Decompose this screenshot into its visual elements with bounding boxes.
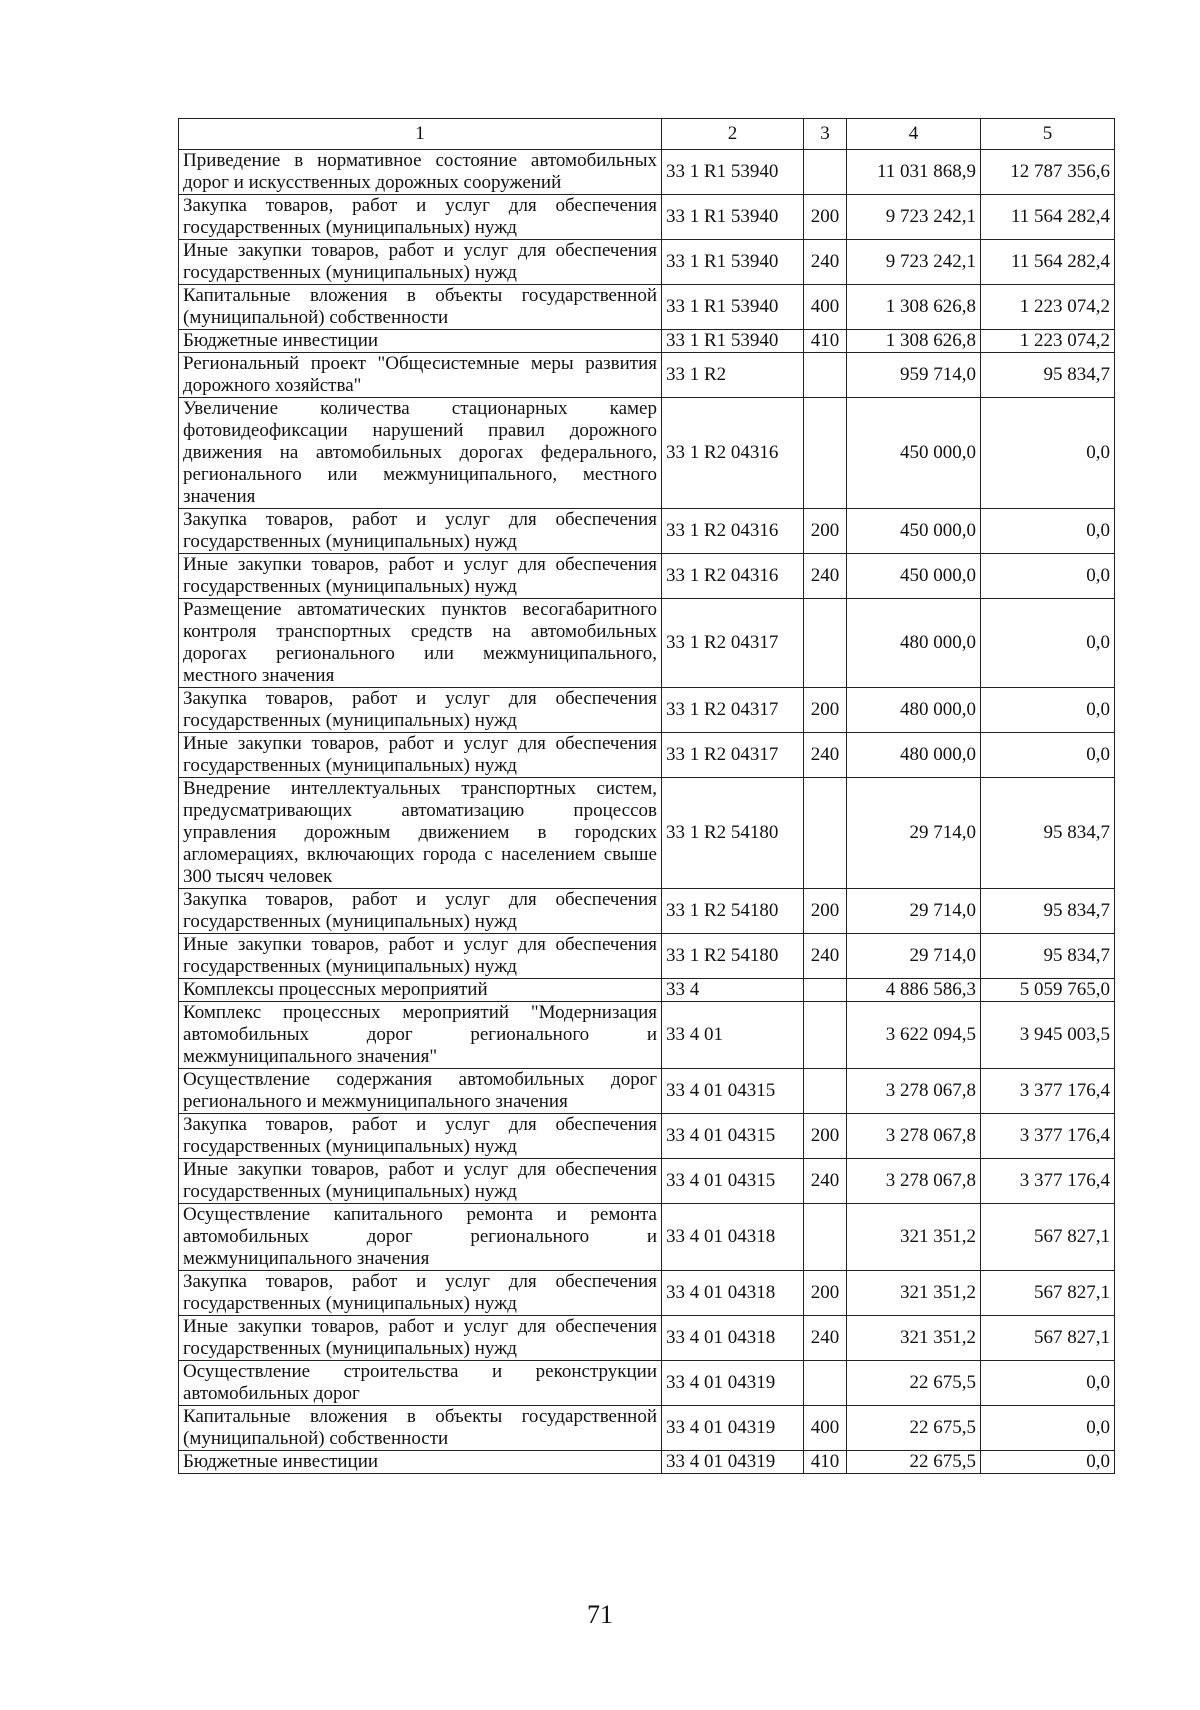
cell-amount-col5: 0,0 [981,688,1115,733]
cell-expense-type [804,398,847,509]
cell-amount-col5: 0,0 [981,398,1115,509]
cell-code: 33 4 01 04315 [662,1159,804,1204]
table-row [179,1002,1115,1069]
cell-name: Иные закупки товаров, работ и услуг для обеспечения государственных (муниципальных) нужд [179,240,662,285]
cell-amount-col4: 22 675,5 [847,1451,981,1474]
cell-amount-col5: 0,0 [981,1406,1115,1451]
cell-code: 33 1 R2 54180 [662,778,804,889]
cell-amount-col5: 3 377 176,4 [981,1069,1115,1114]
cell-expense-type: 400 [804,285,847,330]
table-row [179,934,1115,979]
cell-code: 33 1 R2 04317 [662,688,804,733]
cell-amount-col4: 11 031 868,9 [847,150,981,195]
cell-amount-col5: 1 223 074,2 [981,285,1115,330]
cell-amount-col4: 9 723 242,1 [847,195,981,240]
cell-expense-type: 200 [804,1114,847,1159]
cell-name: Иные закупки товаров, работ и услуг для обеспечения государственных (муниципальных) нужд [179,554,662,599]
cell-expense-type [804,1204,847,1271]
cell-code: 33 4 [662,979,804,1002]
cell-name: Комплексы процессных мероприятий [179,979,662,1002]
cell-name: Закупка товаров, работ и услуг для обеспечения государственных (муниципальных) нужд [179,1114,662,1159]
header-row [179,119,1115,150]
cell-code: 33 4 01 [662,1002,804,1069]
cell-amount-col4: 1 308 626,8 [847,285,981,330]
cell-name: Закупка товаров, работ и услуг для обеспечения государственных (муниципальных) нужд [179,509,662,554]
cell-amount-col5: 567 827,1 [981,1271,1115,1316]
cell-code: 33 1 R1 53940 [662,240,804,285]
cell-name: Осуществление капитального ремонта и ремонта автомобильных дорог регионального и межмуниципального значения [179,1204,662,1271]
cell-name: Иные закупки товаров, работ и услуг для обеспечения государственных (муниципальных) нужд [179,1159,662,1204]
cell-name: Закупка товаров, работ и услуг для обеспечения государственных (муниципальных) нужд [179,195,662,240]
cell-amount-col5: 567 827,1 [981,1316,1115,1361]
cell-code: 33 4 01 04318 [662,1316,804,1361]
cell-code: 33 1 R2 54180 [662,889,804,934]
cell-amount-col5: 12 787 356,6 [981,150,1115,195]
cell-code: 33 1 R1 53940 [662,285,804,330]
table-row [179,889,1115,934]
column-header-3: 3 [804,119,847,150]
table-row [179,1114,1115,1159]
cell-amount-col4: 959 714,0 [847,353,981,398]
cell-code: 33 1 R2 04316 [662,554,804,599]
cell-amount-col4: 450 000,0 [847,509,981,554]
cell-amount-col5: 0,0 [981,1451,1115,1474]
table-row [179,733,1115,778]
page-number: 71 [587,1600,613,1629]
cell-amount-col4: 480 000,0 [847,733,981,778]
cell-name: Внедрение интеллектуальных транспортных систем, предусматривающих автоматизацию процессов управления дорожным движением в городских агломерациях, включающих города с населением свыше 300 тысяч человек [179,778,662,889]
table-row [179,1406,1115,1451]
table-row [179,554,1115,599]
cell-expense-type: 240 [804,240,847,285]
cell-amount-col4: 9 723 242,1 [847,240,981,285]
cell-amount-col5: 11 564 282,4 [981,195,1115,240]
cell-expense-type: 200 [804,1271,847,1316]
cell-name: Закупка товаров, работ и услуг для обеспечения государственных (муниципальных) нужд [179,889,662,934]
cell-name: Закупка товаров, работ и услуг для обеспечения государственных (муниципальных) нужд [179,1271,662,1316]
cell-expense-type [804,599,847,688]
cell-amount-col5: 95 834,7 [981,889,1115,934]
cell-amount-col5: 0,0 [981,1361,1115,1406]
cell-code: 33 1 R2 54180 [662,934,804,979]
table-row [179,240,1115,285]
cell-amount-col4: 321 351,2 [847,1271,981,1316]
cell-expense-type: 200 [804,889,847,934]
cell-amount-col4: 480 000,0 [847,599,981,688]
cell-name: Бюджетные инвестиции [179,330,662,353]
cell-amount-col5: 567 827,1 [981,1204,1115,1271]
cell-amount-col5: 95 834,7 [981,778,1115,889]
cell-name: Размещение автоматических пунктов весогабаритного контроля транспортных средств на автомобильных дорогах регионального или межмуниципального, местного значения [179,599,662,688]
table-row [179,150,1115,195]
table-row [179,330,1115,353]
cell-amount-col4: 22 675,5 [847,1361,981,1406]
cell-amount-col4: 450 000,0 [847,398,981,509]
table-row [179,1069,1115,1114]
cell-code: 33 4 01 04319 [662,1451,804,1474]
cell-expense-type [804,1002,847,1069]
table-row [179,1159,1115,1204]
cell-amount-col4: 22 675,5 [847,1406,981,1451]
cell-name: Капитальные вложения в объекты государственной (муниципальной) собственности [179,1406,662,1451]
cell-amount-col5: 3 945 003,5 [981,1002,1115,1069]
cell-name: Осуществление строительства и реконструкции автомобильных дорог [179,1361,662,1406]
cell-code: 33 4 01 04315 [662,1114,804,1159]
cell-expense-type [804,1069,847,1114]
cell-expense-type: 200 [804,688,847,733]
table-row [179,353,1115,398]
cell-amount-col4: 1 308 626,8 [847,330,981,353]
cell-amount-col5: 0,0 [981,599,1115,688]
cell-expense-type [804,150,847,195]
cell-name: Приведение в нормативное состояние автомобильных дорог и искусственных дорожных сооружений [179,150,662,195]
cell-amount-col4: 29 714,0 [847,934,981,979]
cell-name: Иные закупки товаров, работ и услуг для обеспечения государственных (муниципальных) нужд [179,1316,662,1361]
cell-amount-col4: 321 351,2 [847,1204,981,1271]
cell-expense-type: 200 [804,195,847,240]
cell-amount-col4: 3 278 067,8 [847,1159,981,1204]
cell-expense-type: 400 [804,1406,847,1451]
cell-code: 33 1 R2 04316 [662,398,804,509]
cell-code: 33 1 R1 53940 [662,330,804,353]
budget-table [178,118,1115,1474]
table-row [179,195,1115,240]
column-header-4: 4 [847,119,981,150]
cell-expense-type: 410 [804,1451,847,1474]
table-row [179,509,1115,554]
cell-amount-col5: 1 223 074,2 [981,330,1115,353]
column-header-1: 1 [179,119,662,150]
table-row [179,1361,1115,1406]
cell-code: 33 4 01 04318 [662,1204,804,1271]
cell-code: 33 1 R1 53940 [662,195,804,240]
cell-code: 33 4 01 04318 [662,1271,804,1316]
cell-amount-col4: 4 886 586,3 [847,979,981,1002]
cell-code: 33 4 01 04315 [662,1069,804,1114]
table-row [179,1204,1115,1271]
cell-amount-col4: 450 000,0 [847,554,981,599]
table-row [179,285,1115,330]
cell-name: Бюджетные инвестиции [179,1451,662,1474]
cell-amount-col5: 5 059 765,0 [981,979,1115,1002]
cell-code: 33 1 R2 04317 [662,599,804,688]
cell-amount-col4: 3 278 067,8 [847,1114,981,1159]
cell-expense-type: 240 [804,733,847,778]
cell-expense-type: 240 [804,554,847,599]
cell-amount-col4: 480 000,0 [847,688,981,733]
cell-amount-col5: 0,0 [981,554,1115,599]
cell-expense-type: 410 [804,330,847,353]
cell-amount-col4: 29 714,0 [847,889,981,934]
cell-amount-col4: 3 278 067,8 [847,1069,981,1114]
table-row [179,778,1115,889]
cell-amount-col5: 95 834,7 [981,934,1115,979]
cell-name: Иные закупки товаров, работ и услуг для обеспечения государственных (муниципальных) нужд [179,934,662,979]
cell-expense-type: 240 [804,1316,847,1361]
table-header [179,119,1115,150]
cell-expense-type: 240 [804,934,847,979]
cell-code: 33 1 R2 04317 [662,733,804,778]
cell-amount-col5: 95 834,7 [981,353,1115,398]
cell-expense-type: 240 [804,1159,847,1204]
table-row [179,1316,1115,1361]
cell-code: 33 1 R2 04316 [662,509,804,554]
cell-expense-type [804,353,847,398]
table-body [179,150,1115,1474]
cell-amount-col4: 29 714,0 [847,778,981,889]
cell-code: 33 4 01 04319 [662,1361,804,1406]
cell-name: Капитальные вложения в объекты государственной (муниципальной) собственности [179,285,662,330]
column-header-2: 2 [662,119,804,150]
table-row [179,398,1115,509]
cell-amount-col5: 3 377 176,4 [981,1159,1115,1204]
cell-expense-type [804,1361,847,1406]
cell-name: Региональный проект "Общесистемные меры развития дорожного хозяйства" [179,353,662,398]
table-row [179,688,1115,733]
cell-amount-col5: 0,0 [981,733,1115,778]
cell-amount-col5: 3 377 176,4 [981,1114,1115,1159]
table-row [179,979,1115,1002]
cell-amount-col4: 321 351,2 [847,1316,981,1361]
cell-code: 33 1 R2 [662,353,804,398]
table-row [179,1271,1115,1316]
cell-expense-type [804,778,847,889]
cell-code: 33 1 R1 53940 [662,150,804,195]
cell-code: 33 4 01 04319 [662,1406,804,1451]
cell-name: Осуществление содержания автомобильных дорог регионального и межмуниципального значения [179,1069,662,1114]
cell-amount-col5: 11 564 282,4 [981,240,1115,285]
cell-amount-col4: 3 622 094,5 [847,1002,981,1069]
cell-expense-type [804,979,847,1002]
cell-amount-col5: 0,0 [981,509,1115,554]
column-header-5: 5 [981,119,1115,150]
table-row [179,599,1115,688]
cell-name: Увеличение количества стационарных камер фотовидеофиксации нарушений правил дорожного движения на автомобильных дорогах федерального, регионального или межмуниципального, местного значения [179,398,662,509]
cell-name: Закупка товаров, работ и услуг для обеспечения государственных (муниципальных) нужд [179,688,662,733]
cell-name: Иные закупки товаров, работ и услуг для обеспечения государственных (муниципальных) нужд [179,733,662,778]
table-row [179,1451,1115,1474]
cell-expense-type: 200 [804,509,847,554]
cell-name: Комплекс процессных мероприятий "Модернизация автомобильных дорог регионального и межмуниципального значения" [179,1002,662,1069]
